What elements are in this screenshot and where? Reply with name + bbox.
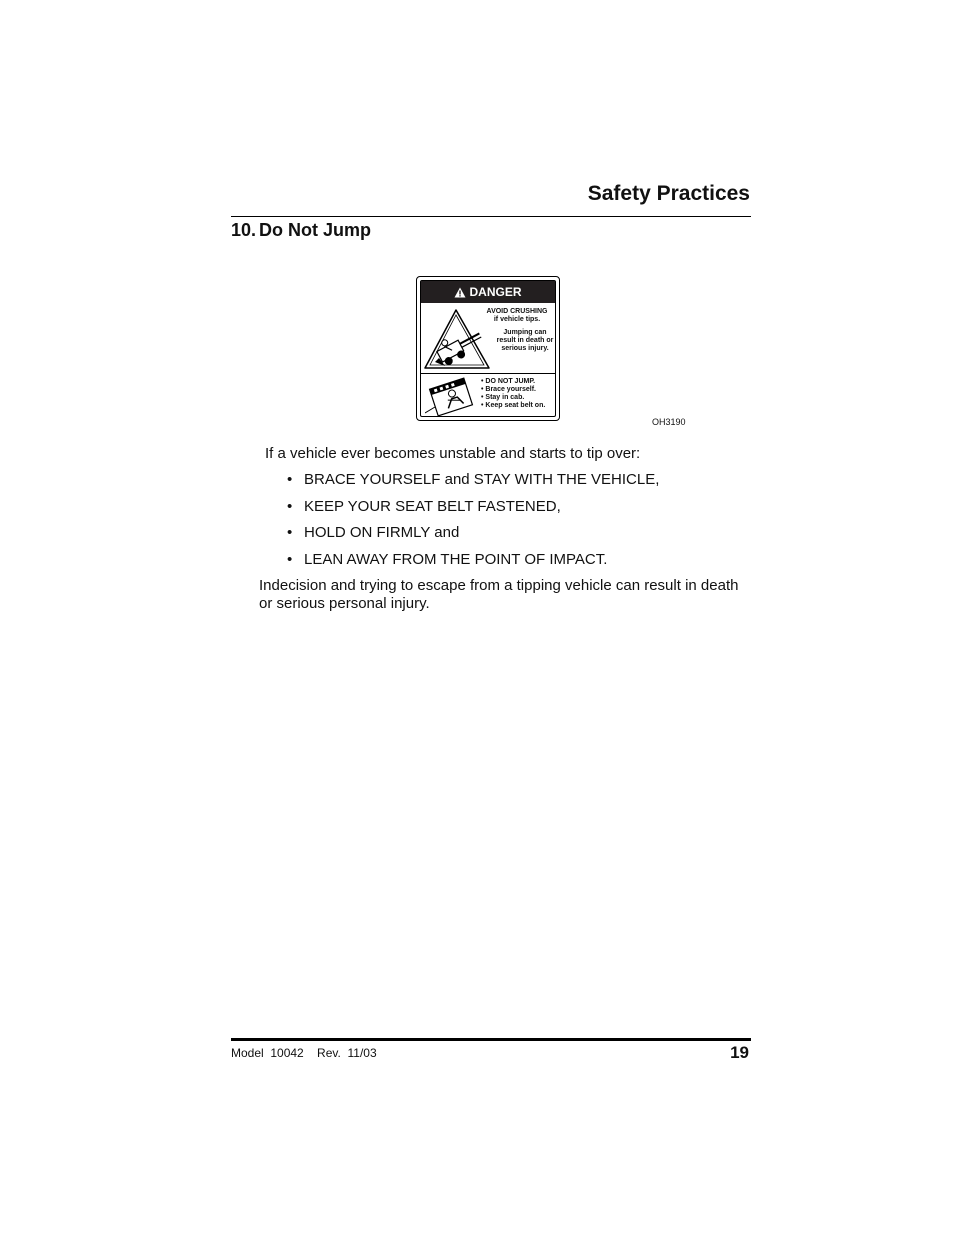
section-title: Do Not Jump [259, 220, 371, 240]
list-item: • LEAN AWAY FROM THE POINT OF IMPACT. [287, 550, 659, 577]
label-instruction-item: • Keep seat belt on. [481, 402, 546, 409]
footer-model-revision: Model 10042 Rev. 11/03 [231, 1046, 377, 1060]
danger-header [421, 281, 555, 303]
label-divider [421, 373, 555, 374]
list-item: • BRACE YOURSELF and STAY WITH THE VEHICLE, [287, 470, 659, 497]
warning-title-block [481, 308, 553, 324]
section-heading [231, 220, 371, 241]
closing-paragraph: Indecision and trying to escape from a tipping vehicle can result in death or serious personal injury. [259, 577, 739, 612]
operator-braced-in-cab-icon [425, 377, 477, 417]
hazard-text: Jumping can result in death or serious injury. [496, 329, 554, 352]
safety-bullet-list [287, 470, 659, 576]
intro-paragraph: If a vehicle ever becomes unstable and starts to tip over: [265, 445, 641, 462]
warning-title: AVOID CRUSHING [486, 308, 548, 315]
label-inner-frame [420, 280, 556, 417]
warning-triangle-icon [454, 287, 466, 298]
label-instruction-item: • DO NOT JUMP. [481, 378, 536, 385]
figure-code: OH3190 [652, 417, 686, 427]
label-instruction-item: • Brace yourself. [481, 386, 536, 393]
footer-rule [231, 1038, 751, 1041]
section-number: 10. [231, 220, 257, 240]
danger-safety-label [416, 276, 560, 421]
header-rule [231, 216, 751, 217]
label-instruction-item: • Stay in cab. [481, 394, 525, 401]
warning-subtitle: if vehicle tips. [493, 316, 541, 323]
list-item: • KEEP YOUR SEAT BELT FASTENED, [287, 497, 659, 524]
label-instructions [481, 378, 545, 410]
signal-word: DANGER [469, 285, 522, 299]
list-item: • HOLD ON FIRMLY and [287, 523, 659, 550]
chapter-title: Safety Practices [587, 182, 750, 205]
page-number: 19 [730, 1043, 749, 1062]
